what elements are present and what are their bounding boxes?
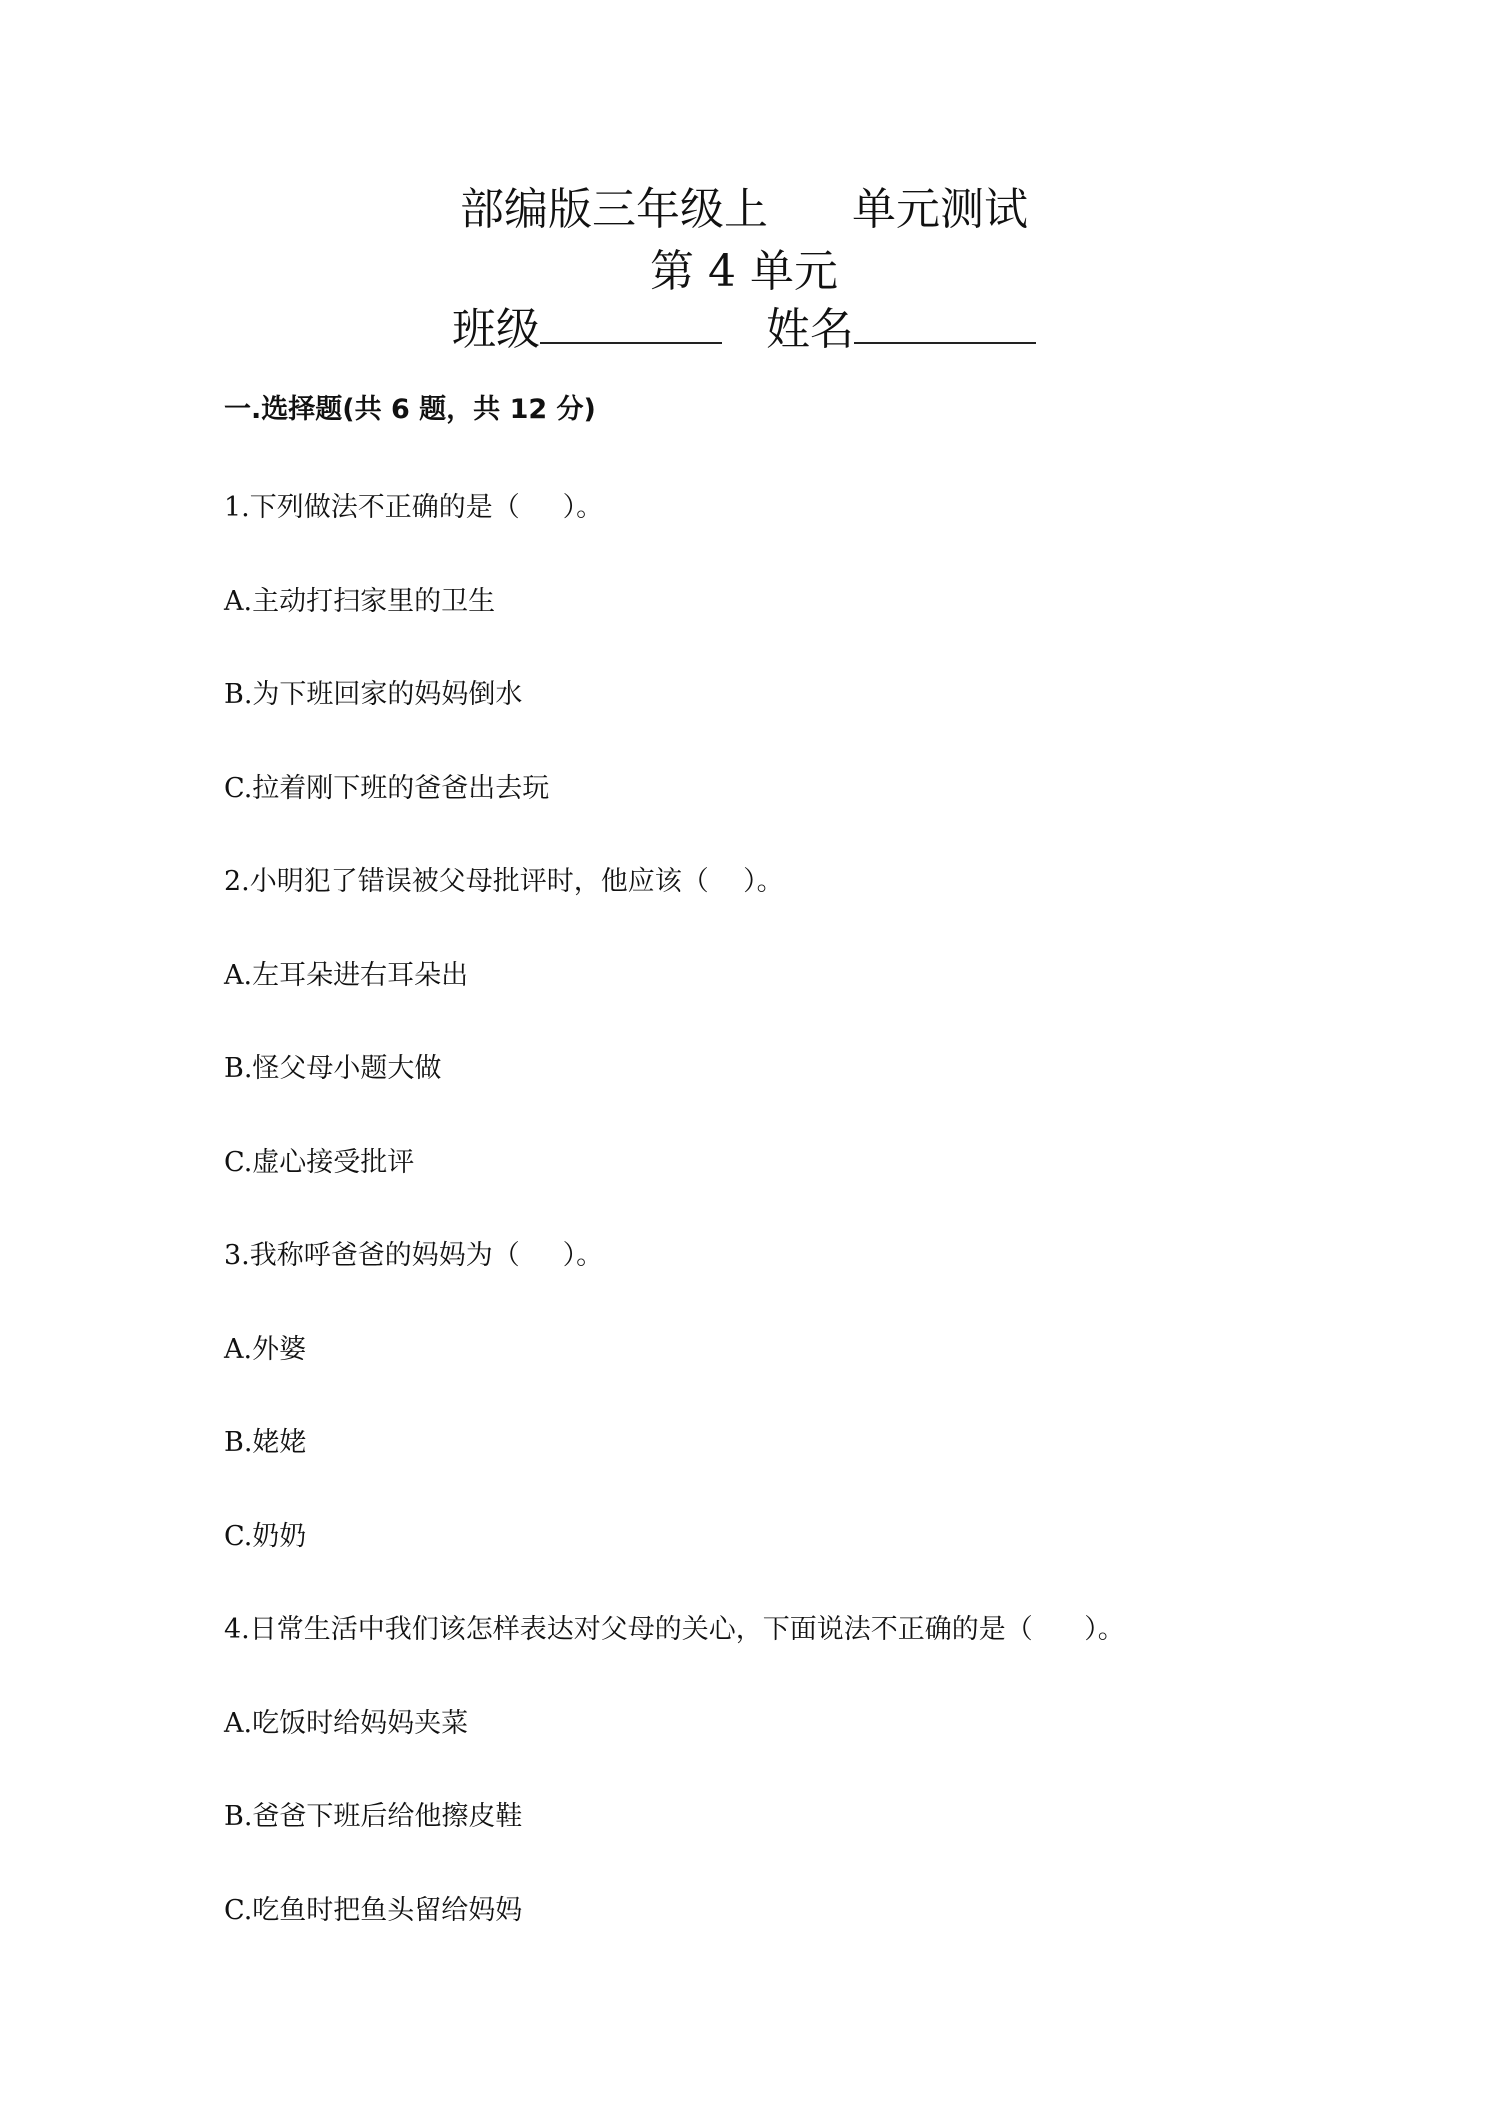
- question-4-option-a: A.吃饭时给妈妈夹菜: [224, 1708, 469, 1739]
- question-3-option-b: B.姥姥: [224, 1427, 307, 1458]
- question-2-option-b: B.怪父母小题大做: [224, 1053, 442, 1084]
- question-2-option-c: C.虚心接受批评: [224, 1147, 415, 1178]
- class-label: 班级: [452, 304, 540, 355]
- section-title: 一.选择题(共 6 题，共 12 分): [224, 394, 596, 425]
- exam-title: 部编版三年级上 单元测试: [460, 184, 1028, 235]
- question-3-stem: 3.我称呼爸爸的妈妈为（ ）。: [224, 1240, 604, 1271]
- name-label: 姓名: [766, 304, 854, 355]
- unit-title: 第 4 单元: [650, 246, 838, 297]
- question-2-option-a: A.左耳朵进右耳朵出: [224, 960, 469, 991]
- name-field: [766, 302, 1036, 358]
- question-1-stem: 1.下列做法不正确的是（ ）。: [224, 492, 604, 523]
- question-4-option-b: B.爸爸下班后给他擦皮鞋: [224, 1801, 523, 1832]
- name-blank: [854, 302, 1036, 344]
- class-field: [452, 302, 722, 358]
- class-blank: [540, 302, 722, 344]
- question-3-option-a: A.外婆: [224, 1334, 307, 1365]
- question-1-option-c: C.拉着刚下班的爸爸出去玩: [224, 773, 550, 804]
- question-2-stem: 2.小明犯了错误被父母批评时，他应该（ ）。: [224, 866, 784, 897]
- student-info-line: [0, 302, 1488, 358]
- question-1-option-b: B.为下班回家的妈妈倒水: [224, 679, 523, 710]
- question-4-option-c: C.吃鱼时把鱼头留给妈妈: [224, 1895, 523, 1926]
- question-3-option-c: C.奶奶: [224, 1521, 307, 1552]
- question-1-option-a: A.主动打扫家里的卫生: [224, 586, 496, 617]
- question-4-stem: 4.日常生活中我们该怎样表达对父母的关心，下面说法不正确的是（ ）。: [224, 1614, 1125, 1645]
